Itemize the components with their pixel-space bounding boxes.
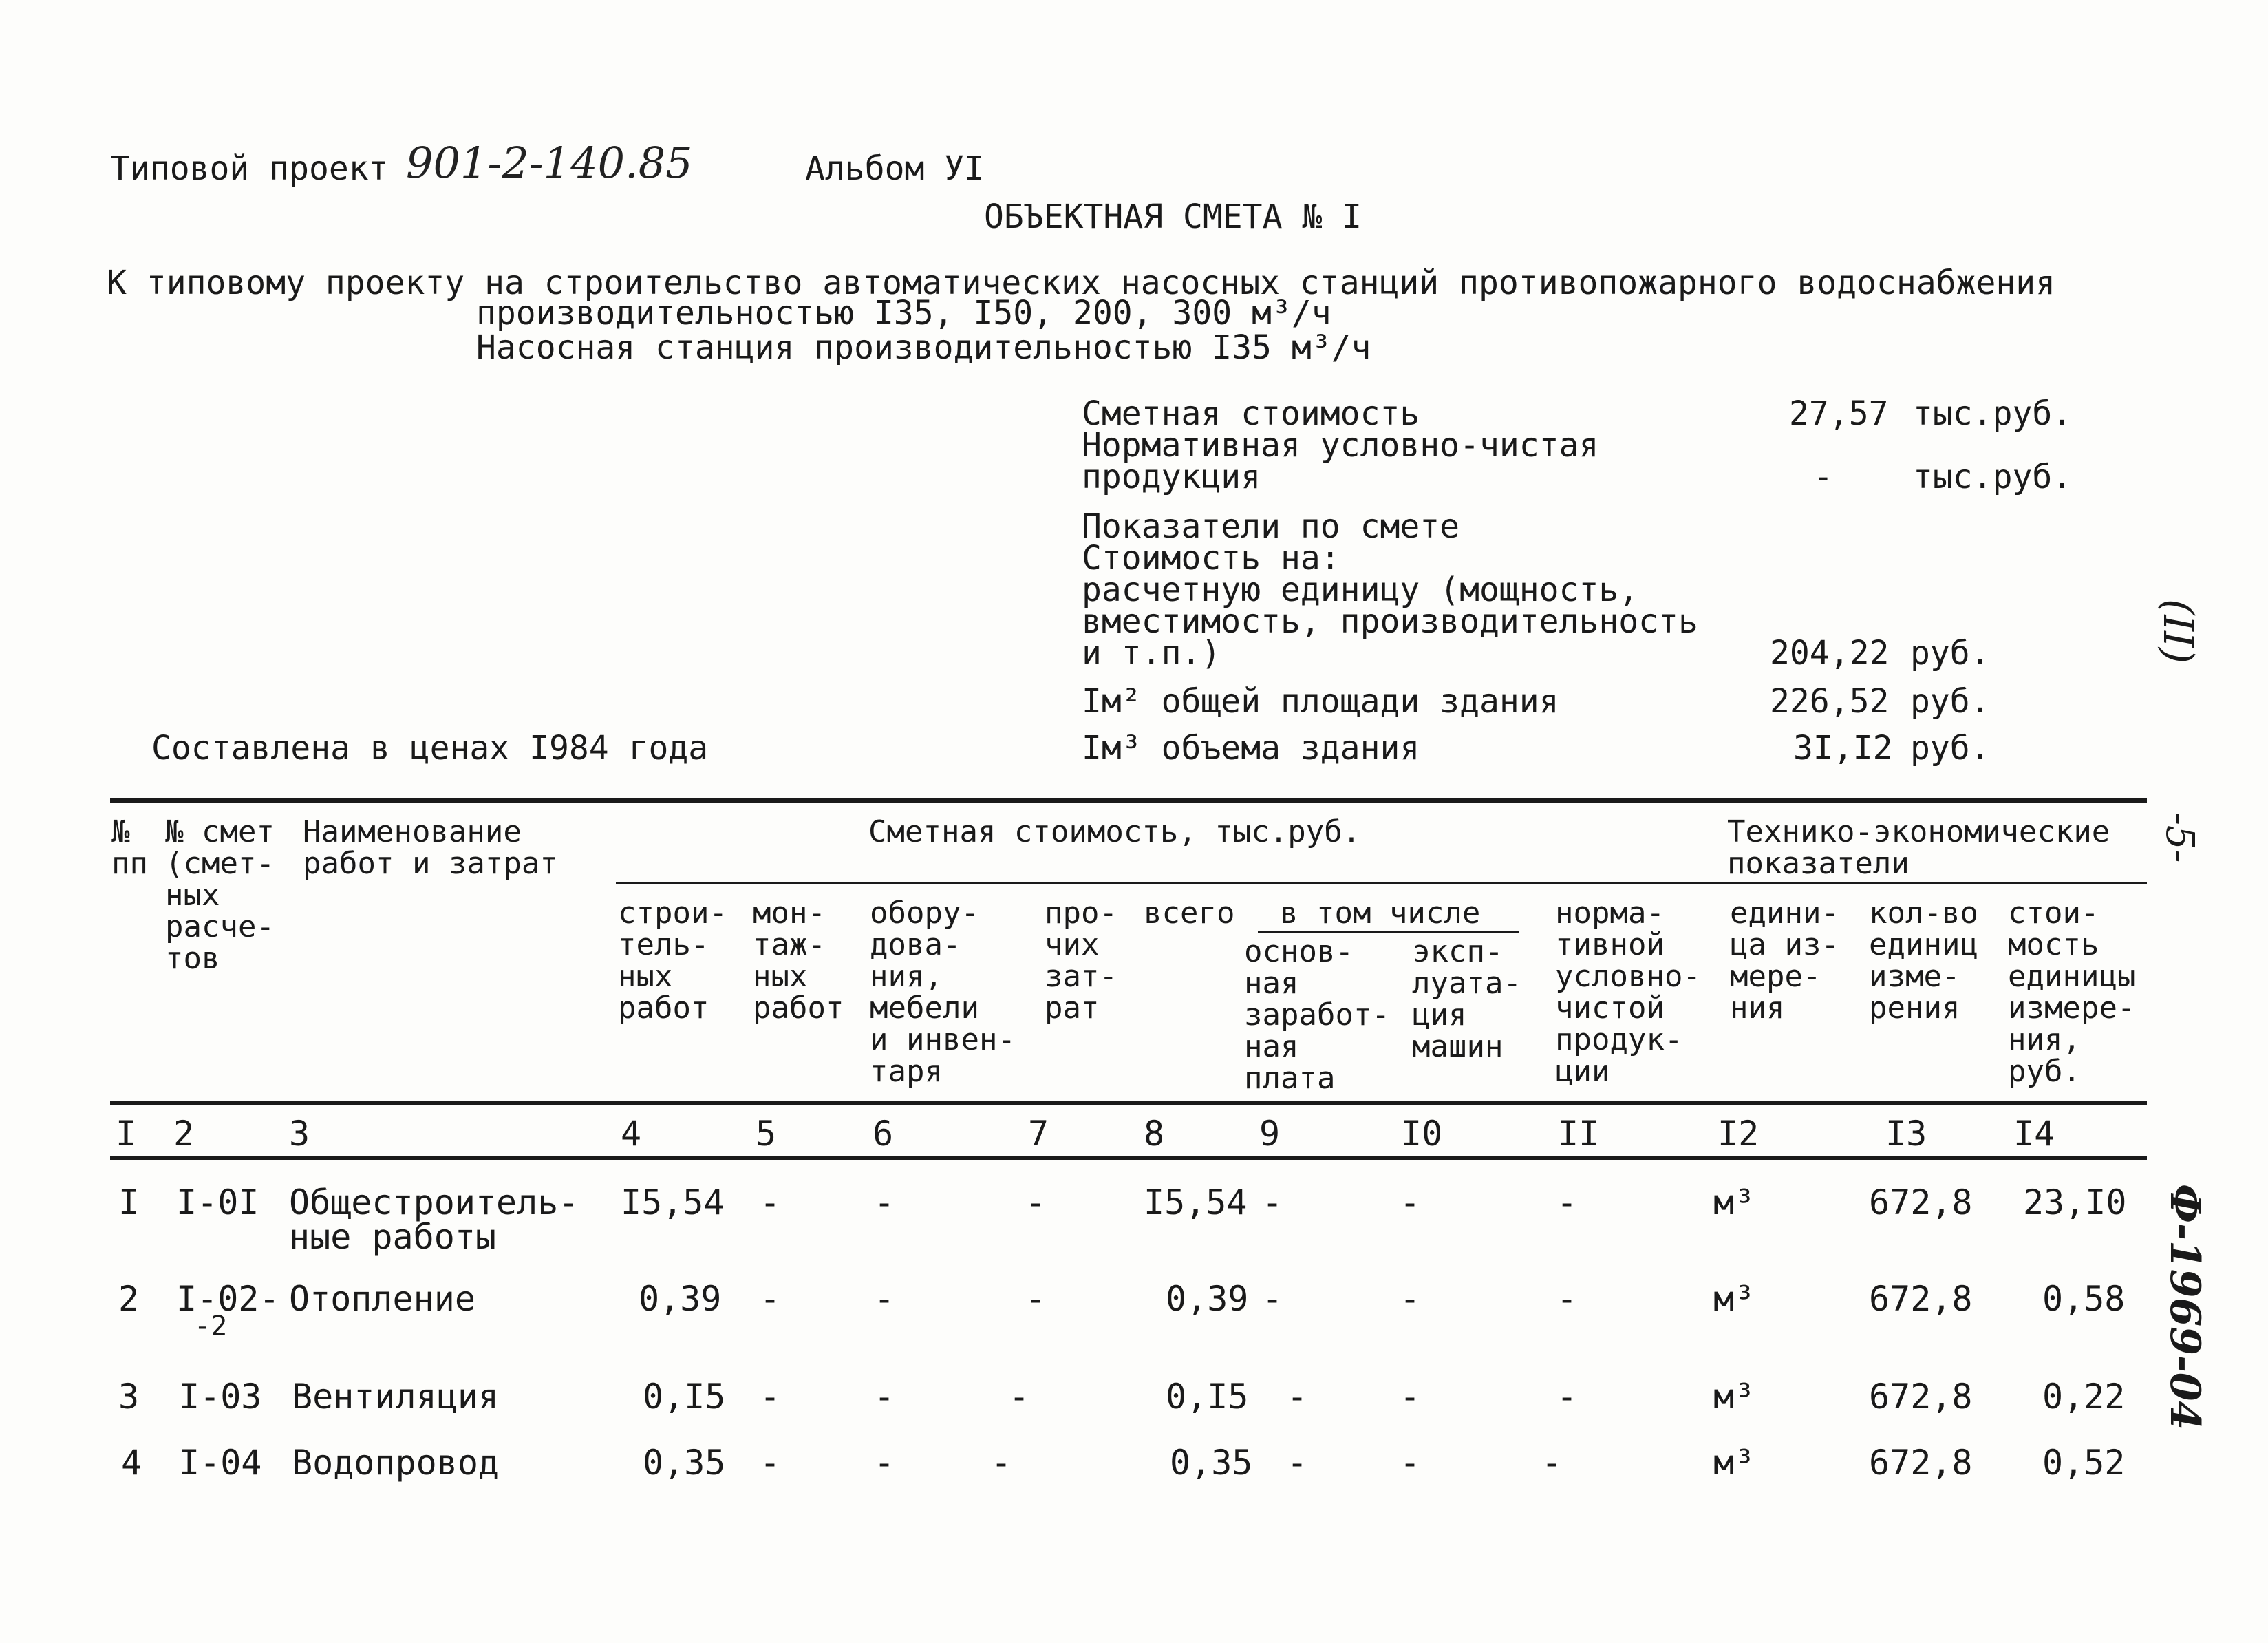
row-total-cost: 0,39 — [1166, 1279, 1249, 1319]
norm-label-2: продукция — [1082, 458, 1261, 496]
row-number: 4 — [121, 1443, 142, 1483]
cost-label: Сметная стоимость — [1082, 394, 1420, 433]
row-work-name: Общестроитель- — [289, 1183, 579, 1222]
row-norm-product: - — [1556, 1279, 1578, 1319]
row-machines: - — [1400, 1377, 1421, 1417]
col-number: I0 — [1401, 1114, 1443, 1154]
header-total: всего — [1144, 895, 1235, 931]
norm-value: - — [1813, 458, 1833, 496]
col-number: 3 — [289, 1114, 310, 1154]
row-work-name: Отопление — [289, 1279, 475, 1319]
row-work-name-cont: ные работы — [289, 1217, 497, 1257]
side-mark-bottom: Ф-1969-04 — [2161, 1184, 2209, 1430]
header-equipment: обору- дова- ния, мебели и инвен- таря — [870, 895, 1016, 1089]
subheader-rule — [616, 882, 2147, 884]
unit-value: 204,22 — [1770, 634, 1890, 672]
row-number: 2 — [118, 1279, 140, 1319]
col-number: I — [116, 1114, 137, 1154]
col-number: 5 — [756, 1114, 777, 1154]
row-wages: - — [1287, 1443, 1308, 1483]
header-construction: строи- тель- ных работ — [618, 895, 727, 1026]
col-number: 2 — [173, 1114, 195, 1154]
row-wages: - — [1287, 1377, 1308, 1417]
header-work-name: Наименование работ и затрат — [303, 814, 558, 881]
row-norm-product: - — [1556, 1183, 1578, 1222]
volume-unit: руб. — [1910, 729, 1990, 767]
row-equipment-cost: - — [874, 1377, 895, 1417]
row-estimate-code: I-03 — [179, 1377, 262, 1417]
header-unit-count: кол-во единиц изме- рения — [1869, 895, 1978, 1026]
row-total-cost: I5,54 — [1144, 1183, 1248, 1222]
row-unit-count: 672,8 — [1869, 1443, 1973, 1483]
area-unit: руб. — [1910, 682, 1990, 721]
row-norm-product: - — [1556, 1377, 1578, 1417]
indicators-title: Показатели по смете — [1082, 507, 1460, 546]
row-measure-unit: м³ — [1713, 1183, 1755, 1222]
row-construction-cost: 0,I5 — [643, 1377, 726, 1417]
cost-unit: тыс.руб. — [1913, 394, 2073, 433]
row-number: I — [118, 1183, 140, 1222]
header-machines: эксп- луата- ция машин — [1412, 934, 1521, 1064]
col-number-rule — [110, 1156, 2147, 1160]
unit-unit: руб. — [1910, 634, 1990, 672]
header-measure-unit: едини- ца из- мере- ния — [1730, 895, 1839, 1026]
row-installation-cost: - — [760, 1377, 781, 1417]
header-installation: мон- таж- ных работ — [753, 895, 844, 1026]
row-total-cost: 0,35 — [1170, 1443, 1253, 1483]
row-unit-count: 672,8 — [1869, 1377, 1973, 1417]
project-number: 901-2-140.85 — [406, 138, 693, 188]
side-mark-middle: -5- — [2157, 812, 2202, 863]
incl-group-rule — [1258, 931, 1519, 933]
row-machines: - — [1400, 1279, 1421, 1319]
side-mark-top: (II) — [2154, 599, 2202, 664]
row-measure-unit: м³ — [1713, 1377, 1755, 1417]
row-estimate-code: I-0I — [176, 1183, 259, 1222]
header-bottom-rule — [110, 1101, 2147, 1105]
row-equipment-cost: - — [874, 1183, 895, 1222]
norm-unit: тыс.руб. — [1913, 458, 2073, 496]
area-label: Iм² общей площади здания — [1082, 682, 1559, 721]
project-label: Типовой проект — [110, 149, 389, 188]
row-wages: - — [1262, 1183, 1283, 1222]
unit-label-1: расчетную единицу (мощность, — [1082, 571, 1639, 609]
norm-label-1: Нормативная условно-чистая — [1082, 426, 1599, 465]
subject-line-1: К типовому проекту на строительство автоматических насосных станций противопожарного водоснабжения — [107, 264, 2056, 302]
col-number: I4 — [2013, 1114, 2055, 1154]
row-equipment-cost: - — [874, 1443, 895, 1483]
col-number: 9 — [1259, 1114, 1281, 1154]
row-unit-count: 672,8 — [1869, 1279, 1973, 1319]
row-work-name: Вентиляция — [292, 1377, 500, 1417]
volume-value: 3I,I2 — [1793, 729, 1893, 767]
cost-value: 27,57 — [1789, 394, 1889, 433]
header-row-number: № пп — [111, 814, 148, 881]
col-number: I3 — [1885, 1114, 1927, 1154]
col-number: 8 — [1144, 1114, 1165, 1154]
row-wages: - — [1262, 1279, 1283, 1319]
col-number: II — [1558, 1114, 1600, 1154]
row-norm-product: - — [1541, 1443, 1563, 1483]
row-machines: - — [1400, 1443, 1421, 1483]
row-other-cost: - — [1025, 1183, 1047, 1222]
unit-label-2: вместимость, производительность — [1082, 602, 1698, 641]
header-unit-cost: стои- мость единицы измере- ния, руб. — [2008, 895, 2136, 1089]
row-number: 3 — [118, 1377, 140, 1417]
row-total-cost: 0,I5 — [1166, 1377, 1249, 1417]
row-measure-unit: м³ — [1713, 1443, 1755, 1483]
subject-line-2: производительностью I35, I50, 200, 300 м³/ч — [476, 294, 1331, 332]
row-estimate-code-cont: -2 — [194, 1311, 228, 1342]
cost-per-label: Стоимость на: — [1082, 539, 1340, 577]
row-installation-cost: - — [760, 1443, 781, 1483]
row-other-cost: - — [991, 1443, 1012, 1483]
header-other: про- чих зат- рат — [1045, 895, 1117, 1026]
header-tech-group: Технико-экономические показатели — [1727, 814, 2110, 881]
row-unit-count: 672,8 — [1869, 1183, 1973, 1222]
row-construction-cost: I5,54 — [621, 1183, 725, 1222]
volume-label: Iм³ объема здания — [1082, 729, 1420, 767]
compiled-note: Составлена в ценах I984 года — [151, 729, 709, 767]
row-other-cost: - — [1025, 1279, 1047, 1319]
row-construction-cost: 0,35 — [643, 1443, 726, 1483]
album-label: Альбом УI — [805, 149, 985, 188]
subject-line-3: Насосная станция производительностью I35 м³/ч — [476, 328, 1371, 367]
col-number: 6 — [873, 1114, 894, 1154]
row-unit-cost: 0,22 — [2042, 1377, 2126, 1417]
row-other-cost: - — [1009, 1377, 1030, 1417]
row-installation-cost: - — [760, 1279, 781, 1319]
row-estimate-code: I-04 — [179, 1443, 262, 1483]
col-number: 7 — [1028, 1114, 1049, 1154]
col-number: 4 — [621, 1114, 642, 1154]
table-top-rule — [110, 798, 2147, 803]
row-unit-cost: 23,I0 — [2023, 1183, 2127, 1222]
row-construction-cost: 0,39 — [639, 1279, 722, 1319]
area-value: 226,52 — [1770, 682, 1890, 721]
unit-label-3: и т.п.) — [1082, 634, 1221, 672]
document-title: ОБЪЕКТНАЯ СМЕТА № I — [984, 198, 1362, 236]
row-measure-unit: м³ — [1713, 1279, 1755, 1319]
row-installation-cost: - — [760, 1183, 781, 1222]
row-estimate-code: I-02- — [176, 1279, 280, 1319]
header-estimate-number: № смет (смет- ных расче- тов — [165, 814, 275, 976]
header-wages: основ- ная заработ- ная плата — [1244, 934, 1390, 1096]
col-number: I2 — [1718, 1114, 1759, 1154]
row-unit-cost: 0,58 — [2042, 1279, 2126, 1319]
row-machines: - — [1400, 1183, 1421, 1222]
header-cost-group: Сметная стоимость, тыс.руб. — [868, 814, 1361, 849]
header-norm-product: норма- тивной условно- чистой продук- ции — [1555, 895, 1701, 1089]
row-equipment-cost: - — [874, 1279, 895, 1319]
row-unit-cost: 0,52 — [2042, 1443, 2126, 1483]
row-work-name: Водопровод — [292, 1443, 500, 1483]
header-incl-group: в том числе — [1280, 895, 1481, 931]
